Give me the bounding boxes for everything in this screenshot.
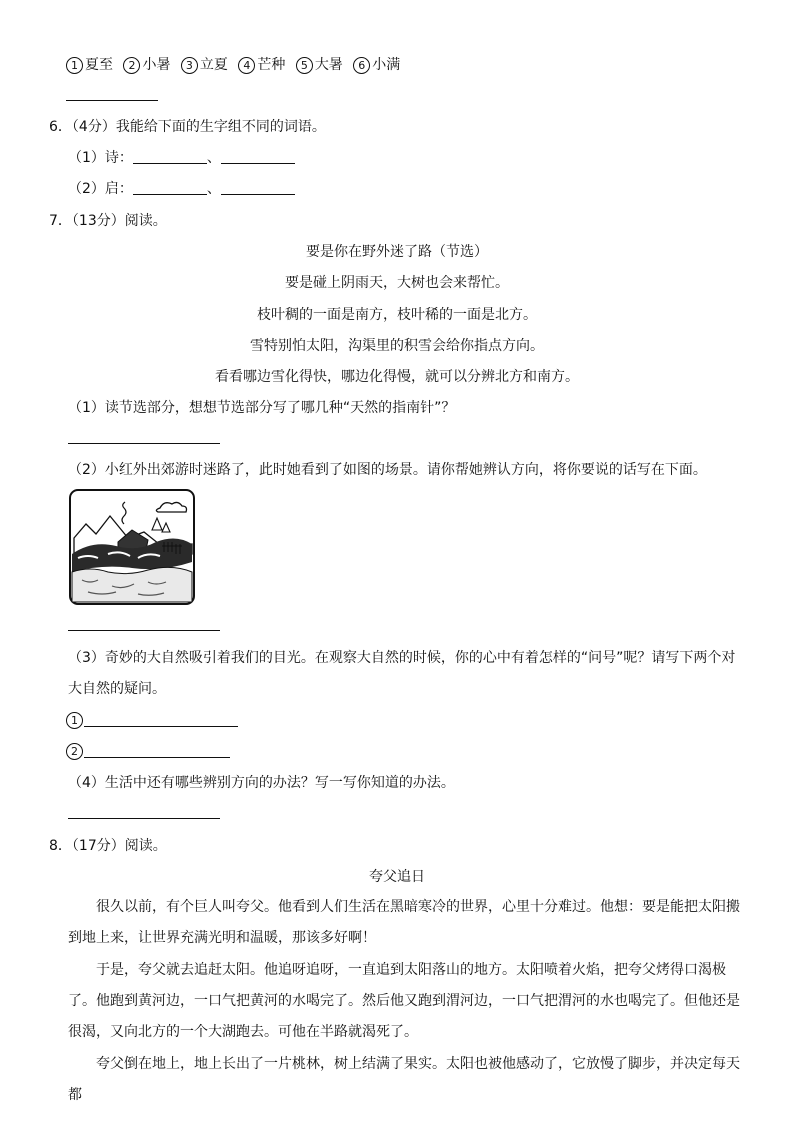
q6-item-1: （1）诗： 、 xyxy=(68,149,295,167)
q5-options xyxy=(66,56,400,74)
q7-poem-line-1: 要是碰上阴雨天，大树也会来帮忙。 xyxy=(285,275,509,291)
q5-option-4: 4 芒种 xyxy=(238,57,285,73)
q5-option-5: 5 大暑 xyxy=(296,57,343,73)
q6-stem: 6．（4分）我能给下面的生字组不同的词语。 xyxy=(49,119,326,135)
q7-poem-line-3: 雪特别怕太阳，沟渠里的积雪会给你指点方向。 xyxy=(250,338,544,354)
q6-item-2: （2）启： 、 xyxy=(68,180,295,198)
q7-sub2: （2）小红外出郊游时迷路了，此时她看到了如图的场景。请你帮她辨认方向，将你要说的话写在下面。 xyxy=(68,462,707,478)
q7-sub3-answer-line-1[interactable] xyxy=(84,726,238,727)
q7-sub3-line-2: 大自然的疑问。 xyxy=(68,681,166,697)
q5-option-3: 3 立夏 xyxy=(181,57,228,73)
q7-sub3-answer-1: 1 xyxy=(66,711,85,729)
q5-option-2: 2 小暑 xyxy=(123,57,170,73)
q7-sub3-line-1: （3）奇妙的大自然吸引着我们的目光。在观察大自然的时候，你的心中有着怎样的“问号”呢？请写下两个对 xyxy=(68,650,736,666)
snow-scene-illustration xyxy=(68,488,196,606)
q6-item-2-blank-b[interactable] xyxy=(221,180,295,195)
q6-item-2-blank-a[interactable] xyxy=(133,180,207,195)
q8-stem: 8．（17分）阅读。 xyxy=(49,838,167,854)
q7-sub2-answer-line[interactable] xyxy=(68,630,220,631)
q7-sub4: （4）生活中还有哪些辨别方向的办法？写一写你知道的办法。 xyxy=(68,775,455,791)
q7-sub3-answer-line-2[interactable] xyxy=(84,757,230,758)
q7-poem-line-4: 看看哪边雪化得快，哪边化得慢，就可以分辨北方和南方。 xyxy=(215,369,579,385)
q7-sub3-answer-2: 2 xyxy=(66,742,85,760)
q7-stem: 7．（13分）阅读。 xyxy=(49,213,167,229)
q5-option-1: 1 夏至 xyxy=(66,57,113,73)
q7-poem-title: 要是你在野外迷了路（节选） xyxy=(306,244,488,260)
q5-answer-line[interactable] xyxy=(66,100,158,101)
q8-paragraph-3: 夸父倒在地上，地上长出了一片桃林，树上结满了果实。太阳也被他感动了，它放慢了脚步，并决定每天都 xyxy=(68,1056,740,1103)
q8-title: 夸父追日 xyxy=(369,869,425,885)
q7-sub4-answer-line[interactable] xyxy=(68,818,220,819)
q7-poem-line-2: 枝叶稠的一面是南方，枝叶稀的一面是北方。 xyxy=(257,307,537,323)
q6-item-1-blank-b[interactable] xyxy=(221,149,295,164)
q7-sub1-answer-line[interactable] xyxy=(68,443,220,444)
q8-paragraph-1: 很久以前，有个巨人叫夸父。他看到人们生活在黑暗寒冷的世界，心里十分难过。他想：要是能把太阳搬到地上来，让世界充满光明和温暖，那该多好啊！ xyxy=(68,899,740,946)
q8-paragraph-2: 于是，夸父就去追赶太阳。他追呀追呀，一直追到太阳落山的地方。太阳喷着火焰，把夸父烤得口渴极了。他跑到黄河边，一口气把黄河的水喝完了。然后他又跑到渭河边，一口气把渭河的水也喝完了。但他还是很渴，又向北方的一个大湖跑去。可他在半路就渴死了。 xyxy=(68,962,740,1040)
q6-item-1-blank-a[interactable] xyxy=(133,149,207,164)
q5-option-6: 6 小满 xyxy=(353,57,400,73)
q7-sub1: （1）读节选部分，想想节选部分写了哪几种“天然的指南针”？ xyxy=(68,400,456,416)
